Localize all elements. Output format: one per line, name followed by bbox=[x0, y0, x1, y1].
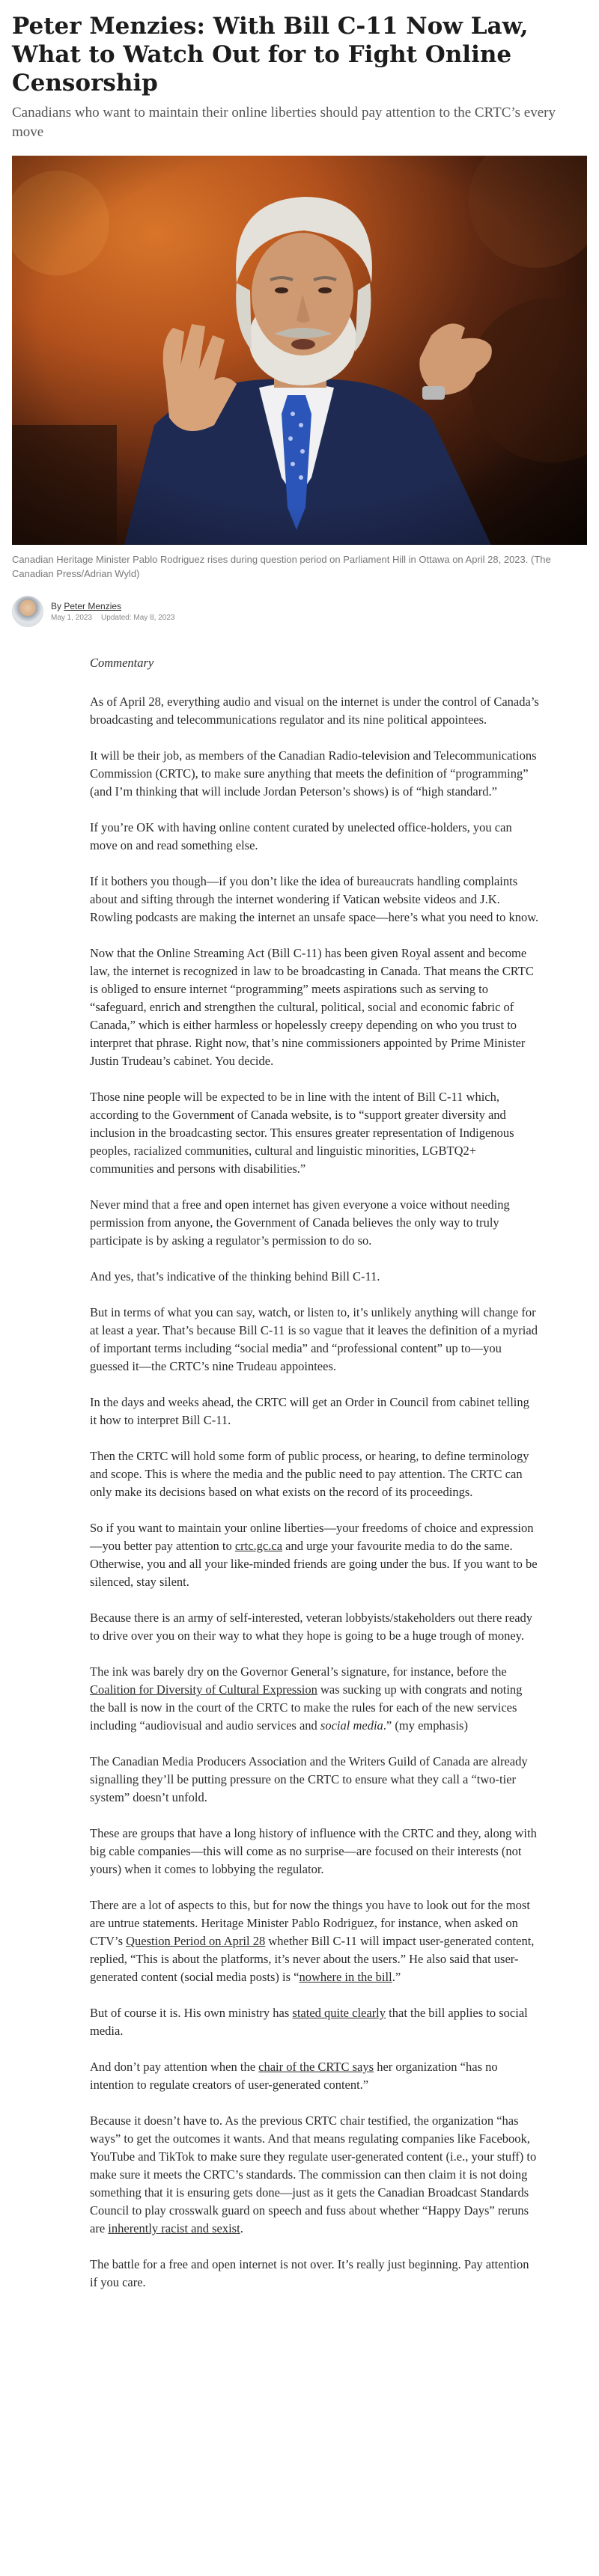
paragraph bbox=[90, 1519, 539, 1591]
text-span: whether Bill C-11 will impact user-generated content, replied, “This is about the platforms, it’s never about the users.” He also said that user-generated content (social media posts) is “ bbox=[90, 1934, 535, 1984]
hero-photo[interactable] bbox=[12, 156, 587, 545]
text-span: her organization “has no intention to regulate creators of user-generated content.” bbox=[90, 2060, 498, 2092]
paragraph bbox=[90, 1663, 539, 1735]
published-date: May 1, 2023 bbox=[51, 613, 93, 622]
paragraph: These are groups that have a long history of influence with the CRTC and they, along with big cable companies—this will come as no surprise—are focused on their interests (not yours) when it comes to lobbying the regulator. bbox=[90, 1826, 537, 1876]
paragraph: If it bothers you though—if you don’t like the idea of bureaucrats handling complaints about and sifting through the internet wondering if Vatican website videos and J.K. Rowling podcasts are making the internet an unsafe space—here’s what you need to know. bbox=[90, 874, 539, 924]
text-span: And don’t pay attention when the bbox=[90, 2060, 259, 2074]
text-span: There are a lot of aspects to this, but for now the things you have to look out for the most are untrue statements. Heritage Minister Pablo Rodriguez, for instance, when asked on CTV’s bbox=[90, 1898, 530, 1948]
text-span: .” bbox=[392, 1970, 401, 1984]
racist-sexist-link[interactable]: inherently racist and sexist bbox=[108, 2221, 240, 2235]
subheadline: Canadians who want to maintain their online liberties should pay attention to the CRTC’s every move bbox=[12, 105, 556, 140]
kicker-label: Commentary bbox=[90, 656, 154, 670]
text-span: So if you want to maintain your online liberties—your freedoms of choice and expression—you better pay attention to bbox=[90, 1521, 534, 1553]
nowhere-in-bill-link[interactable]: nowhere in the bill bbox=[299, 1970, 392, 1984]
text-span: .” (my emphasis) bbox=[383, 1718, 468, 1733]
text-span: But of course it is. His own ministry has bbox=[90, 2006, 293, 2020]
paragraph: But in terms of what you can say, watch, or listen to, it’s unlikely anything will change for at least a year. That’s because Bill C-11 is so vague that it leaves the definition of a myriad of important terms including “social media” and “professional content” up to—you guessed it—the CRTC’s nine Trudeau appointees. bbox=[90, 1305, 538, 1373]
paragraph: Because there is an army of self-interested, veteran lobbyists/stakeholders out there ready to drive over you on their way to what they hope is going to be a huge trough of money. bbox=[90, 1611, 533, 1643]
paragraph: Those nine people will be expected to be in line with the intent of Bill C-11 which, according to the Government of Canada website, is to “support greater diversity and inclusion in the broadcasting sector. This ensures greater representation of Indigenous peoples, racialized communities, cultural and linguistic minorities, LGBTQ2+ communities and persons with disabilities.” bbox=[90, 1090, 514, 1176]
text-span: and urge your favourite media to do the same. Otherwise, you and all your like-minded friends are going under the bus. If you want to be silenced, stay silent. bbox=[90, 1539, 538, 1589]
paragraph: It will be their job, as members of the Canadian Radio-television and Telecommunications Commission (CRTC), to make sure anything that meets the definition of “programming” (and I’m thinking that will include Jordan Peterson’s shows) is of “high standard.” bbox=[90, 748, 537, 799]
byline bbox=[12, 596, 587, 627]
text-span: . bbox=[240, 2221, 243, 2235]
text-span: Because it doesn’t have to. As the previous CRTC chair testified, the organization “has ways” to get the outcomes it wants. And that means regulating companies like Facebook, YouTube and TikTok to make sure they regulate user-generated content (i.e., your stuff) to make sure it meets the CRTC’s standards. The commission can then claim it is not doing something that it is ensuring gets done—just as it gets the Canadian Broadcast Standards Council to play crosswalk guard on speech and fuss about whether “Happy Days” reruns are bbox=[90, 2113, 537, 2235]
paragraph: The Canadian Media Producers Association and the Writers Guild of Canada are already signalling they’ll be putting pressure on the CRTC to ensure what they call a “two-tier system” doesn’t unfold. bbox=[90, 1754, 528, 1804]
paragraph: The battle for a free and open internet is not over. It’s really just beginning. Pay attention if you care. bbox=[90, 2257, 529, 2289]
paragraph bbox=[90, 2058, 539, 2094]
text-span: was sucking up with congrats and noting the ball is now in the court of the CRTC to make the rules for each of the new services including “audiovisual and audio services and bbox=[90, 1682, 523, 1733]
stated-clearly-link[interactable]: stated quite clearly bbox=[292, 2006, 386, 2020]
question-period-link[interactable]: Question Period on April 28 bbox=[126, 1934, 266, 1948]
text-span: that the bill applies to social media. bbox=[90, 2006, 528, 2038]
author-link[interactable]: Peter Menzies bbox=[64, 600, 122, 611]
paragraph: Then the CRTC will hold some form of public process, or hearing, to define terminology and scope. This is where the media and the public need to pay attention. The CRTC can only make its decisions based on what exists on the record of its proceedings. bbox=[90, 1449, 529, 1499]
hero-photo-illustration bbox=[12, 156, 587, 545]
photo-caption: Canadian Heritage Minister Pablo Rodriguez rises during question period on Parliament Hill in Ottawa on April 28, 2023. (The Canadian Press/Adrian Wyld) bbox=[12, 554, 551, 579]
emphasis-text: social media bbox=[320, 1718, 383, 1733]
headline: Peter Menzies: With Bill C-11 Now Law, What to Watch Out for to Fight Online Censorship bbox=[12, 13, 529, 97]
author-avatar[interactable] bbox=[12, 596, 43, 627]
crtc-chair-link[interactable]: chair of the CRTC says bbox=[258, 2060, 374, 2074]
paragraph: If you’re OK with having online content curated by unelected office-holders, you can move on and read something else. bbox=[90, 820, 512, 852]
paragraph: Now that the Online Streaming Act (Bill C-11) has been given Royal assent and become law, the internet is recognized in law to be broadcasting in Canada. That means the CRTC is obliged to ensure internet “programming” meets aspirations such as serving to “safeguard, enrich and strengthen the cultural, political, social and economic fabric of Canada,” which is either harmless or hopelessly creepy depending on who you trust to interpret that phrase. Right now, that’s nine commissioners appointed by Prime Minister Justin Trudeau’s cabinet. You decide. bbox=[90, 946, 534, 1068]
text-span: The ink was barely dry on the Governor General’s signature, for instance, before the bbox=[90, 1664, 507, 1679]
paragraph: And yes, that’s indicative of the thinking behind Bill C-11. bbox=[90, 1269, 380, 1284]
paragraph bbox=[90, 2112, 539, 2238]
article-body bbox=[90, 654, 539, 2292]
crtc-website-link[interactable]: crtc.gc.ca bbox=[234, 1539, 283, 1553]
byline-prefix: By bbox=[51, 600, 62, 611]
paragraph: Never mind that a free and open internet has given everyone a voice without needing permission from anyone, the Government of Canada believes the only way to truly participate is by asking a regulator’s permission to do so. bbox=[90, 1197, 510, 1248]
paragraph: In the days and weeks ahead, the CRTC will get an Order in Council from cabinet telling it how to interpret Bill C-11. bbox=[90, 1395, 529, 1427]
coalition-link[interactable]: Coalition for Diversity of Cultural Expression bbox=[90, 1682, 317, 1697]
paragraph bbox=[90, 1896, 539, 1986]
paragraph: As of April 28, everything audio and visual on the internet is under the control of Canada’s broadcasting and telecommunications regulator and its nine political appointees. bbox=[90, 695, 539, 727]
updated-date: Updated: May 8, 2023 bbox=[101, 613, 175, 622]
paragraph bbox=[90, 2004, 539, 2040]
